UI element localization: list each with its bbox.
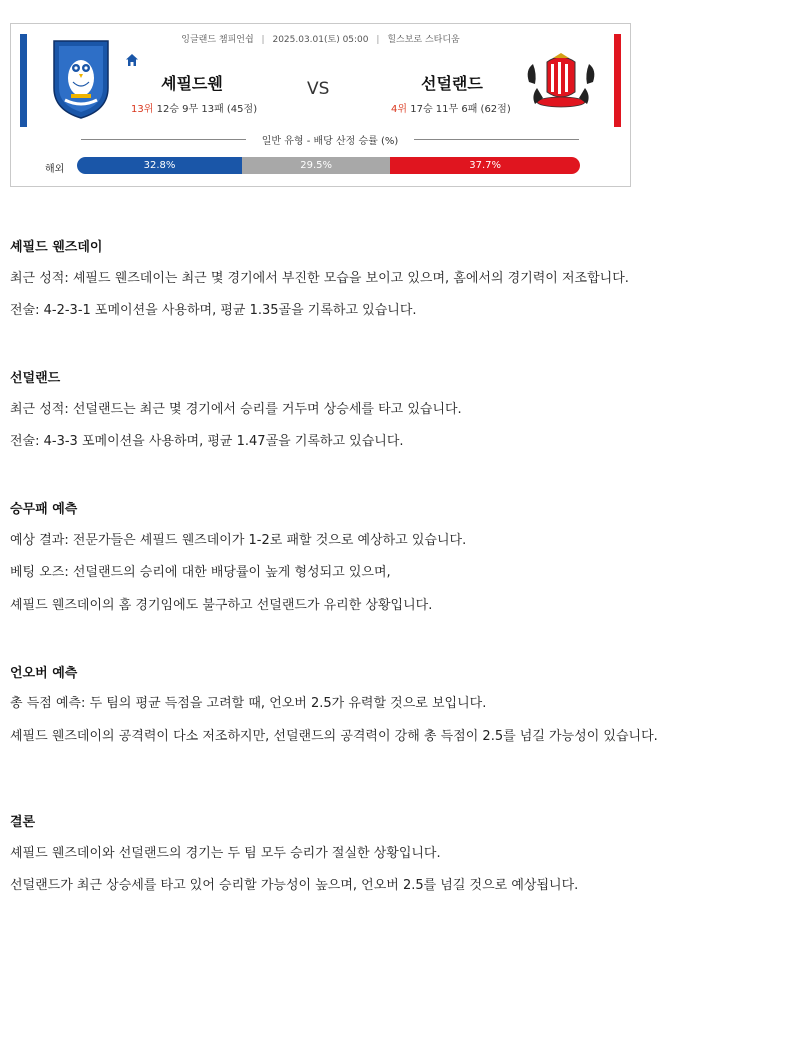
match-info: 잉글랜드 챔피언쉽 | 2025.03.01(토) 05:00 | 힐스보로 스타디움: [181, 35, 460, 45]
match-card: [10, 23, 631, 187]
section-title-sunderland: 선덜랜드: [10, 371, 61, 386]
section-title-conclusion: 결론: [10, 815, 36, 830]
paragraph: 셰필드 웬즈데이와 선덜랜드의 경기는 두 팀 모두 승리가 절실한 상황입니다.: [10, 846, 441, 861]
paragraph: 총 득점 예측: 두 팀의 평균 득점을 고려할 때, 언오버 2.5가 유력할 것으로 보입니다.: [10, 696, 487, 711]
competition: 잉글랜드 챔피언쉽: [181, 35, 254, 45]
home-team-record: [131, 100, 257, 115]
away-rank: 4위: [391, 104, 408, 115]
paragraph: 베팅 오즈: 선덜랜드의 승리에 대한 배당률이 높게 형성되고 있으며,: [10, 565, 391, 580]
paragraph: 예상 결과: 전문가들은 셰필드 웬즈데이가 1-2로 패할 것으로 예상하고 있습니다.: [10, 533, 467, 548]
sunderland-crest-icon: [523, 52, 599, 114]
home-icon: [125, 53, 139, 67]
match-datetime: 2025.03.01(토) 05:00: [272, 35, 369, 45]
paragraph: 전술: 4-3-3 포메이션을 사용하며, 평균 1.47골을 기록하고 있습니다.: [10, 434, 404, 449]
away-record-text: 17승 11무 6패 (62점): [410, 104, 511, 115]
home-rank: 13위: [131, 104, 154, 115]
paragraph: 전술: 4-2-3-1 포메이션을 사용하며, 평균 1.35골을 기록하고 있습니다.: [10, 303, 417, 318]
probability-bar: [77, 157, 580, 174]
paragraph: 셰필드 웬즈데이의 홈 경기임에도 불구하고 선덜랜드가 유리한 상황입니다.: [10, 598, 433, 613]
sheffield-wednesday-crest-icon: [51, 38, 111, 120]
home-record-text: 12승 9무 13패 (45점): [156, 104, 258, 115]
probability-title: 일반 유형 - 배당 산정 승률 (%): [256, 136, 405, 147]
away-team-record: [391, 100, 511, 115]
away-color-bar: [614, 34, 621, 127]
paragraph: 최근 성적: 셰필드 웬즈데이는 최근 몇 경기에서 부진한 모습을 보이고 있으며, 홈에서의 경기력이 저조합니다.: [10, 271, 629, 286]
draw-probability: 29.5%: [242, 157, 390, 174]
probability-title-row: [81, 132, 579, 146]
vs-label: VS: [307, 79, 330, 99]
paragraph: 선덜랜드가 최근 상승세를 타고 있어 승리할 가능성이 높으며, 언오버 2.5를 넘길 것으로 예상됩니다.: [10, 878, 579, 893]
section-title-sheffield: 셰필드 웬즈데이: [10, 240, 103, 255]
section-title-match-prediction: 승무패 예측: [10, 502, 78, 517]
paragraph: 최근 성적: 선덜랜드는 최근 몇 경기에서 승리를 거두며 상승세를 타고 있습니다.: [10, 402, 462, 417]
home-color-bar: [20, 34, 27, 127]
section-title-over-under: 언오버 예측: [10, 666, 78, 681]
away-win-probability: 37.7%: [390, 157, 580, 174]
home-win-probability: 32.8%: [77, 157, 242, 174]
venue: 힐스보로 스타디움: [387, 35, 460, 45]
away-team-name: 선덜랜드: [421, 74, 483, 93]
overseas-label: 해외: [45, 164, 65, 175]
home-team-name: 셰필드웬: [161, 74, 223, 93]
paragraph: 셰필드 웬즈데이의 공격력이 다소 저조하지만, 선덜랜드의 공격력이 강해 총 득점이 2.5를 넘길 가능성이 있습니다.: [10, 729, 658, 744]
